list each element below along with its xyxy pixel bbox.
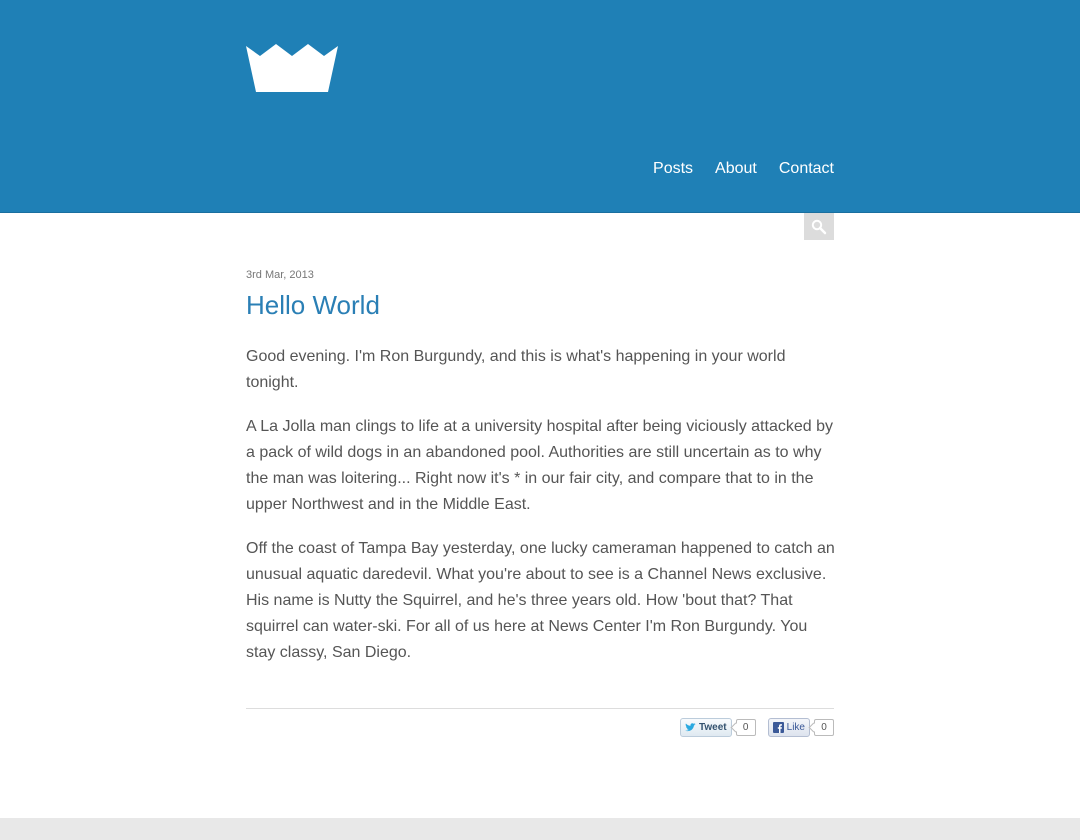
like-share <box>768 718 834 737</box>
like-count: 0 <box>814 719 834 736</box>
post-paragraph: Good evening. I'm Ron Burgundy, and this is what's happening in your world tonight. <box>246 348 786 391</box>
post-paragraph: A La Jolla man clings to life at a university hospital after being viciously attacked by a pack of wild dogs in an abandoned pool. Authorities are still uncertain as to why the man was loitering... Right now it's * in our fair city, and compare that to in the upper Northwest and in the Middle East. <box>246 418 833 513</box>
nav-item-contact[interactable]: Contact <box>778 160 834 177</box>
post-divider <box>246 708 834 709</box>
tweet-label: Tweet <box>699 722 727 733</box>
tweet-button[interactable] <box>680 718 732 737</box>
post-body <box>246 344 836 666</box>
tweet-count: 0 <box>736 719 756 736</box>
like-button[interactable] <box>768 718 810 737</box>
twitter-bird-icon <box>685 723 696 732</box>
search-icon <box>811 219 827 235</box>
like-label: Like <box>786 722 805 733</box>
facebook-icon <box>773 722 784 733</box>
post-title[interactable]: Hello World <box>246 290 380 320</box>
tweet-share <box>680 718 756 737</box>
post-paragraph: Off the coast of Tampa Bay yesterday, one lucky cameraman happened to catch an unusual aquatic daredevil. What you're about to see is a Channel News exclusive. His name is Nutty the Squirrel, and he's three years old. How 'bout that? That squirrel can water-ski. For all of us here at News Center I'm Ron Burgundy. You stay classy, San Diego. <box>246 540 835 661</box>
post <box>246 266 836 684</box>
nav-item-posts[interactable]: Posts <box>653 160 694 177</box>
nav-item-about[interactable]: About <box>715 160 757 177</box>
site-header <box>0 0 1080 213</box>
search-button[interactable] <box>804 213 834 240</box>
crown-logo-icon[interactable] <box>246 44 338 92</box>
social-share-bar <box>680 718 834 737</box>
site-footer <box>0 818 1080 840</box>
main-nav <box>653 159 834 179</box>
post-date: 3rd Mar, 2013 <box>246 269 314 281</box>
